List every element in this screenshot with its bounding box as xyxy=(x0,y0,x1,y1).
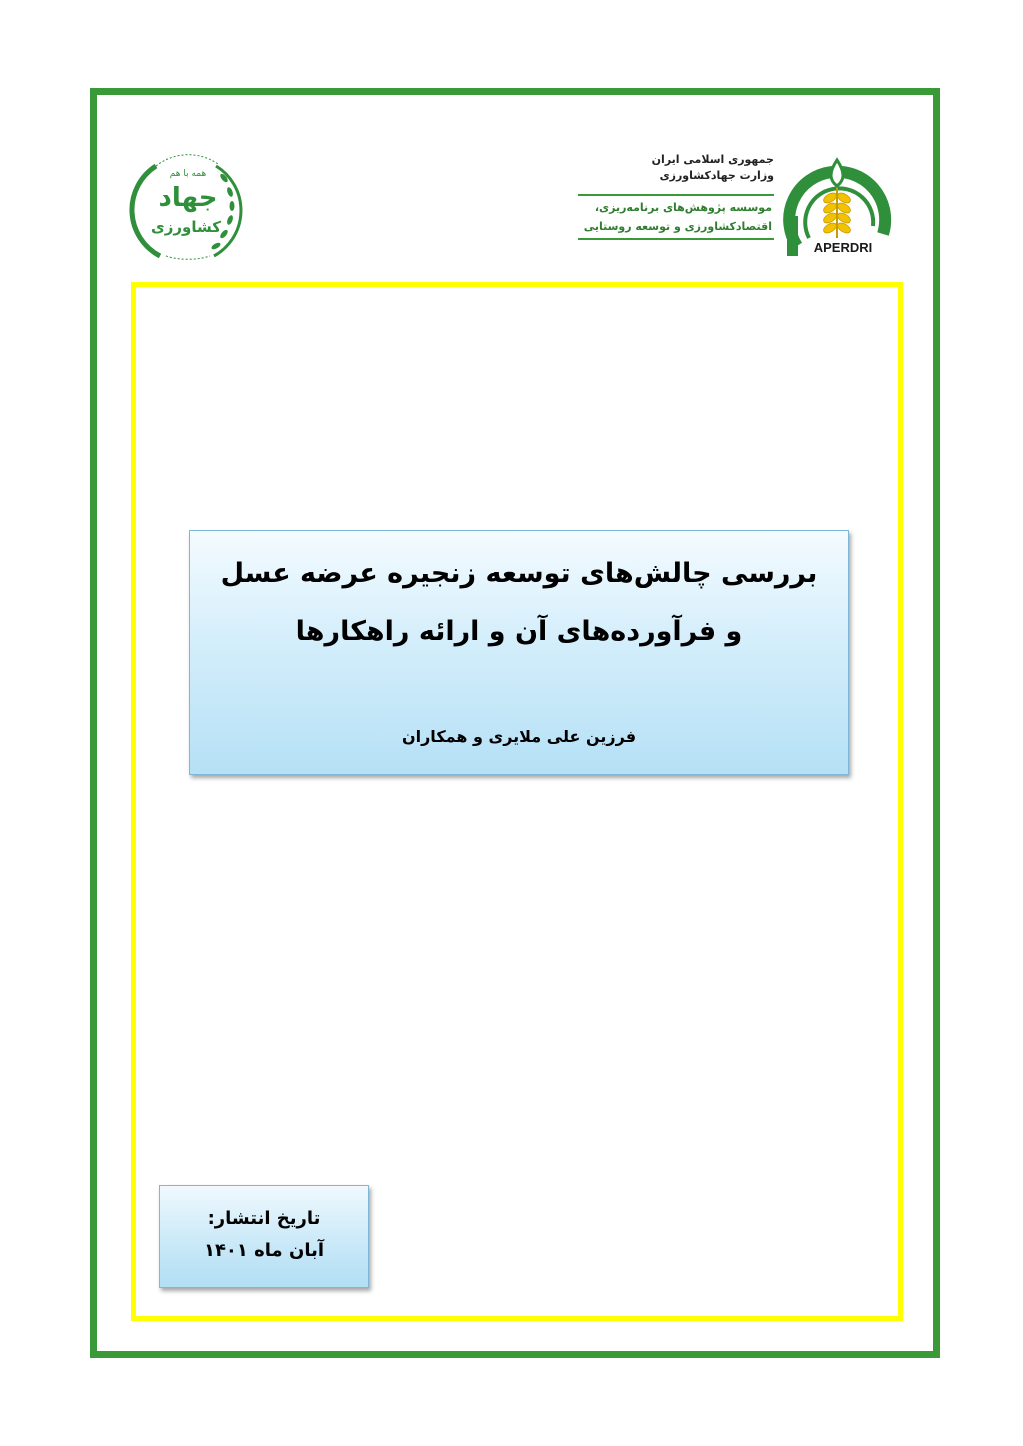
svg-text:کشاورزی: کشاورزی xyxy=(151,218,221,236)
wheat-emblem-icon xyxy=(779,146,899,258)
inner-yellow-border xyxy=(131,282,903,1321)
institute-name-line1: موسسه پژوهش‌های برنامه‌ریزی، xyxy=(594,201,772,214)
author-name: فرزین علی ملایری و همکاران xyxy=(401,727,637,746)
jahad-keshavarzi-emblem-icon xyxy=(126,144,250,270)
title-box xyxy=(189,530,849,775)
svg-text:جهاد: جهاد xyxy=(158,183,218,213)
publication-date-box xyxy=(159,1185,369,1288)
ministry-name: وزارت جهادکشاورزی xyxy=(659,169,774,182)
publication-date-value: آبان ماه ۱۴۰۱ xyxy=(203,1240,325,1261)
government-name: جمهوری اسلامی ایران xyxy=(651,153,774,166)
svg-text:همه با هم: همه با هم xyxy=(169,169,207,179)
report-title-line1: بررسی چالش‌های توسعه زنجیره عرضه عسل xyxy=(220,558,818,589)
publication-date-label: تاریخ انتشار: xyxy=(207,1208,321,1229)
svg-text:APERDRI: APERDRI xyxy=(813,240,873,255)
report-title-line2: و فرآورده‌های آن و ارائه راهکارها xyxy=(295,616,743,647)
institute-name-line2: اقتصادکشاورزی و توسعه روستایی xyxy=(583,220,772,233)
institute-heading xyxy=(578,152,774,240)
institute-name-box xyxy=(578,194,774,240)
